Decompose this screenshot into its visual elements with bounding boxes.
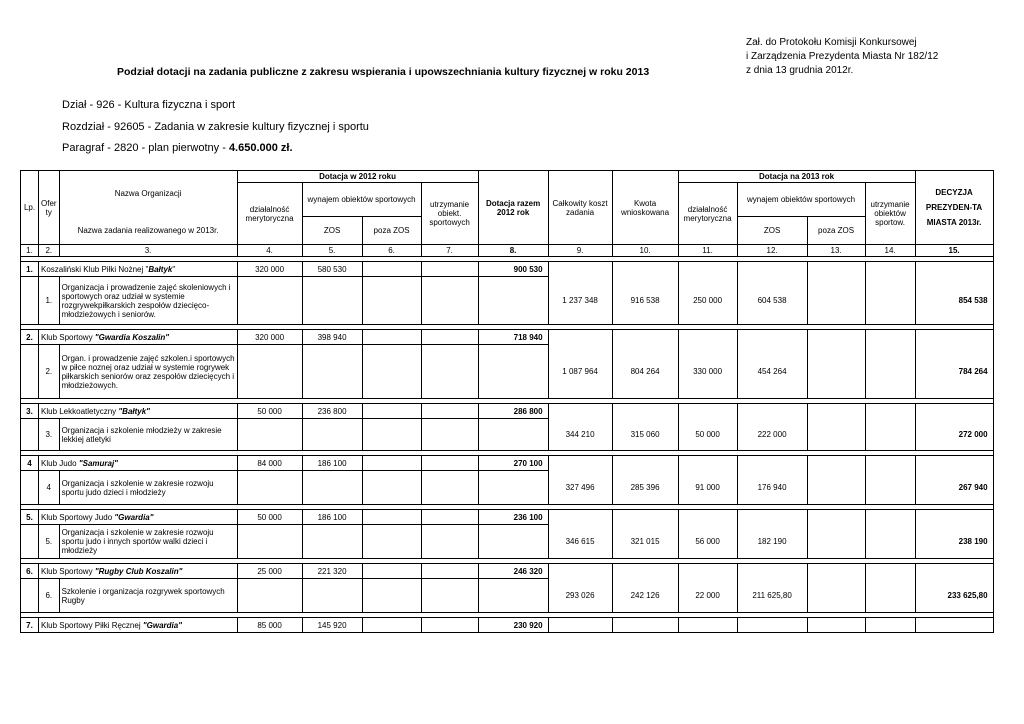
empty-cell <box>678 510 737 525</box>
utrzymanie-2013 <box>865 277 915 325</box>
zos-2012: 398 940 <box>302 330 362 345</box>
org-name: Koszaliński Klub Piłki Nożnej "Bałtyk" <box>39 262 238 277</box>
empty-cell <box>362 277 421 325</box>
dm-2012: 25 000 <box>237 564 302 579</box>
column-number: 1. <box>21 245 39 257</box>
empty-cell <box>915 262 993 277</box>
col-dotacja-razem: Dotacja razem 2012 rok <box>478 171 548 245</box>
empty-cell <box>302 471 362 505</box>
organization-row <box>21 510 994 525</box>
empty-cell <box>421 471 478 505</box>
requested-amount: 804 264 <box>612 345 678 399</box>
poza-zos-2012 <box>362 564 421 579</box>
col-dotacja-2012: Dotacja w 2012 roku <box>237 171 478 183</box>
org-name-highlight: "Rugby Club Koszalin" <box>94 566 183 576</box>
task-row <box>21 345 994 399</box>
empty-cell <box>478 525 548 559</box>
column-number: 2. <box>39 245 60 257</box>
poza-zos-2013 <box>807 345 865 399</box>
organization-row <box>21 564 994 579</box>
requested-amount: 315 060 <box>612 419 678 451</box>
task-offer-number: 5. <box>39 525 60 559</box>
empty-cell <box>362 345 421 399</box>
zos-2013: 182 190 <box>737 525 807 559</box>
organization-row <box>21 262 994 277</box>
col-poza-zos: poza ZOS <box>362 217 421 245</box>
column-number: 15. <box>915 245 993 257</box>
empty-cell <box>678 330 737 345</box>
poza-zos-2013 <box>807 419 865 451</box>
empty-cell <box>865 618 915 633</box>
task-lp <box>21 345 39 399</box>
poza-zos-2012 <box>362 262 421 277</box>
dm-2013: 91 000 <box>678 471 737 505</box>
empty-cell <box>421 525 478 559</box>
column-number: 7. <box>421 245 478 257</box>
org-lp: 1. <box>21 262 39 277</box>
empty-cell <box>678 618 737 633</box>
org-name: Klub Sportowy Piłki Ręcznej "Gwardia" <box>39 618 238 633</box>
org-lp: 5. <box>21 510 39 525</box>
org-name: Klub Sportowy "Rugby Club Koszalin" <box>39 564 238 579</box>
empty-cell <box>865 456 915 471</box>
column-number: 10. <box>612 245 678 257</box>
attachment-line-3: z dnia 13 grudnia 2012r. <box>746 65 854 76</box>
empty-cell <box>548 618 612 633</box>
dm-2012: 320 000 <box>237 330 302 345</box>
empty-cell <box>612 618 678 633</box>
poza-zos-2013 <box>807 525 865 559</box>
poza-zos-2012 <box>362 510 421 525</box>
task-name: Organizacja i szkolenie w zakresie rozwoju sportu judo i innych sportów walki dzieci i młodzieży <box>59 525 237 559</box>
utrzymanie-2012 <box>421 564 478 579</box>
col-calk-koszt: Całkowity koszt zadania <box>548 171 612 245</box>
zos-2012: 580 530 <box>302 262 362 277</box>
empty-cell <box>737 330 807 345</box>
utrzymanie-2012 <box>421 618 478 633</box>
task-offer-number: 2. <box>39 345 60 399</box>
utrzymanie-2012 <box>421 330 478 345</box>
empty-cell <box>678 564 737 579</box>
org-name: Klub Judo "Samuraj" <box>39 456 238 471</box>
task-offer-number: 1. <box>39 277 60 325</box>
paragraf-prefix: Paragraf - 2820 - plan pierwotny - <box>62 142 226 154</box>
empty-cell <box>678 456 737 471</box>
document-title: Podział dotacji na zadania publiczne z zakresu wspierania i upowszechniania kultury fizycznej w roku 2013 <box>117 66 650 78</box>
column-number: 12. <box>737 245 807 257</box>
org-name-highlight: "Gwardia" <box>142 620 182 630</box>
org-name-highlight: Bałtyk <box>148 264 173 274</box>
empty-cell <box>807 456 865 471</box>
column-number: 6. <box>362 245 421 257</box>
empty-cell <box>612 564 678 579</box>
empty-cell <box>865 404 915 419</box>
decision-amount: 784 264 <box>915 345 993 399</box>
empty-cell <box>807 510 865 525</box>
zos-2012: 221 320 <box>302 564 362 579</box>
empty-cell <box>612 404 678 419</box>
task-lp <box>21 419 39 451</box>
total-cost: 293 026 <box>548 579 612 613</box>
organization-row <box>21 330 994 345</box>
col-nazwa-zadania: Nazwa zadania realizowanego w 2013r. <box>59 217 237 245</box>
decision-amount: 238 190 <box>915 525 993 559</box>
organization-row <box>21 404 994 419</box>
empty-cell <box>548 330 612 345</box>
empty-cell <box>807 618 865 633</box>
org-lp: 3. <box>21 404 39 419</box>
org-name: Klub Sportowy "Gwardia Koszalin" <box>39 330 238 345</box>
empty-cell <box>612 510 678 525</box>
total-cost: 344 210 <box>548 419 612 451</box>
poza-zos-2012 <box>362 404 421 419</box>
empty-cell <box>478 277 548 325</box>
empty-cell <box>612 330 678 345</box>
empty-cell <box>237 345 302 399</box>
decision-amount: 267 940 <box>915 471 993 505</box>
empty-cell <box>737 262 807 277</box>
plan-amount: 4.650.000 zł. <box>228 142 293 154</box>
poza-zos-2013 <box>807 277 865 325</box>
col-zos: ZOS <box>302 217 362 245</box>
utrzymanie-2013 <box>865 419 915 451</box>
empty-cell <box>915 330 993 345</box>
task-offer-number: 3. <box>39 419 60 451</box>
col-oferty: Ofer ty <box>39 171 60 245</box>
empty-cell <box>302 277 362 325</box>
org-name-highlight: "Samuraj" <box>78 458 118 468</box>
column-number: 3. <box>59 245 237 257</box>
col-decyzja: DECYZJA PREZYDEN-TA MIASTA 2013r. <box>915 171 993 245</box>
col-poza-zos-2013: poza ZOS <box>807 217 865 245</box>
dm-2013: 22 000 <box>678 579 737 613</box>
col-kwota: Kwota wnioskowana <box>612 171 678 245</box>
zos-2012: 236 800 <box>302 404 362 419</box>
empty-cell <box>865 564 915 579</box>
poza-zos-2012 <box>362 618 421 633</box>
dotacja-razem-2012: 900 530 <box>478 262 548 277</box>
task-row <box>21 419 994 451</box>
total-cost: 327 496 <box>548 471 612 505</box>
dotacja-razem-2012: 230 920 <box>478 618 548 633</box>
poza-zos-2013 <box>807 471 865 505</box>
task-name: Organizacja i prowadzenie zajęć skoleniowych i sportowych oraz udział w systemie rozgrywekpiłkarskich zespołów dziecięco-młodzieżowych i seniorów. <box>59 277 237 325</box>
task-offer-number: 4 <box>39 471 60 505</box>
org-name-highlight: "Bałtyk" <box>118 406 150 416</box>
task-lp <box>21 471 39 505</box>
zos-2013: 176 940 <box>737 471 807 505</box>
column-numbers-row <box>21 245 994 257</box>
empty-cell <box>548 564 612 579</box>
zos-2012: 186 100 <box>302 456 362 471</box>
total-cost: 1 087 964 <box>548 345 612 399</box>
dm-2012: 85 000 <box>237 618 302 633</box>
col-dotacja-2013: Dotacja na 2013 rok <box>678 171 915 183</box>
organization-row <box>21 618 994 633</box>
task-row <box>21 525 994 559</box>
empty-cell <box>865 510 915 525</box>
poza-zos-2012 <box>362 330 421 345</box>
empty-cell <box>915 404 993 419</box>
empty-cell <box>807 404 865 419</box>
column-number: 14. <box>865 245 915 257</box>
utrzymanie-2013 <box>865 579 915 613</box>
column-number: 8. <box>478 245 548 257</box>
zos-2013: 604 538 <box>737 277 807 325</box>
org-lp: 4 <box>21 456 39 471</box>
empty-cell <box>421 419 478 451</box>
org-lp: 6. <box>21 564 39 579</box>
org-name-highlight: "Gwardia" <box>114 512 154 522</box>
dotacja-razem-2012: 286 800 <box>478 404 548 419</box>
col-nazwa-org: Nazwa Organizacji <box>59 171 237 217</box>
col-wynajem-2013: wynajem obiektów sportowych <box>737 183 865 217</box>
empty-cell <box>807 330 865 345</box>
zos-2012: 145 920 <box>302 618 362 633</box>
task-row <box>21 277 994 325</box>
empty-cell <box>737 510 807 525</box>
empty-cell <box>362 471 421 505</box>
dm-2012: 50 000 <box>237 510 302 525</box>
empty-cell <box>421 345 478 399</box>
zos-2012: 186 100 <box>302 510 362 525</box>
requested-amount: 321 015 <box>612 525 678 559</box>
decision-amount: 272 000 <box>915 419 993 451</box>
paragraf-line <box>62 142 293 154</box>
attachment-line-2: i Zarządzenia Prezydenta Miasta Nr 182/12 <box>746 51 939 62</box>
header-row-1 <box>21 171 994 183</box>
org-name-highlight: "Gwardia Koszalin" <box>94 332 170 342</box>
zos-2013: 211 625,80 <box>737 579 807 613</box>
empty-cell <box>237 419 302 451</box>
empty-cell <box>302 419 362 451</box>
total-cost: 346 615 <box>548 525 612 559</box>
empty-cell <box>548 510 612 525</box>
dotacja-razem-2012: 270 100 <box>478 456 548 471</box>
empty-cell <box>237 277 302 325</box>
dzial-line: Dział - 926 - Kultura fizyczna i sport <box>62 99 236 111</box>
dm-2012: 320 000 <box>237 262 302 277</box>
dm-2013: 250 000 <box>678 277 737 325</box>
empty-cell <box>362 419 421 451</box>
col-dzial-meryt-2013: działalność merytoryczna <box>678 183 737 245</box>
task-row <box>21 471 994 505</box>
column-number: 13. <box>807 245 865 257</box>
col-zos-2013: ZOS <box>737 217 807 245</box>
dm-2012: 84 000 <box>237 456 302 471</box>
task-name: Organ. i prowadzenie zajęć szkolen.i sportowych w piłce noznej oraz udział w systemie rogrywek piłkarskich seniorów oraz zespołów dziecięcych i młodzieżowych. <box>59 345 237 399</box>
task-name: Organizacja i szkolenie w zakresie rozwoju sportu judo dzieci i młodzieży <box>59 471 237 505</box>
empty-cell <box>737 456 807 471</box>
dm-2013: 330 000 <box>678 345 737 399</box>
org-name: Klub Sportowy Judo "Gwardia" <box>39 510 238 525</box>
dotacja-razem-2012: 236 100 <box>478 510 548 525</box>
empty-cell <box>915 456 993 471</box>
total-cost: 1 237 348 <box>548 277 612 325</box>
empty-cell <box>478 471 548 505</box>
column-number: 11. <box>678 245 737 257</box>
task-lp <box>21 579 39 613</box>
empty-cell <box>362 525 421 559</box>
dm-2013: 50 000 <box>678 419 737 451</box>
empty-cell <box>737 564 807 579</box>
attachment-line-1: Zał. do Protokołu Komisji Konkursowej <box>746 37 917 48</box>
subsidy-table <box>20 170 994 633</box>
empty-cell <box>915 510 993 525</box>
empty-cell <box>237 471 302 505</box>
task-lp <box>21 525 39 559</box>
column-number: 9. <box>548 245 612 257</box>
empty-cell <box>865 262 915 277</box>
decision-amount: 233 625,80 <box>915 579 993 613</box>
empty-cell <box>302 345 362 399</box>
dm-2012: 50 000 <box>237 404 302 419</box>
organization-row <box>21 456 994 471</box>
attachment-note <box>746 36 938 78</box>
empty-cell <box>478 419 548 451</box>
empty-cell <box>302 579 362 613</box>
col-utrzymanie-2013: utrzymanie obiektów sportow. <box>865 183 915 245</box>
empty-cell <box>612 262 678 277</box>
utrzymanie-2012 <box>421 510 478 525</box>
task-lp <box>21 277 39 325</box>
empty-cell <box>548 404 612 419</box>
col-utrzymanie: utrzymanie obiekt. sportowych <box>421 183 478 245</box>
org-lp: 7. <box>21 618 39 633</box>
rozdzial-line: Rozdział - 92605 - Zadania w zakresie kultury fizycznej i sportu <box>62 121 369 133</box>
empty-cell <box>362 579 421 613</box>
empty-cell <box>548 456 612 471</box>
empty-cell <box>302 525 362 559</box>
poza-zos-2013 <box>807 579 865 613</box>
utrzymanie-2012 <box>421 262 478 277</box>
poza-zos-2012 <box>362 456 421 471</box>
empty-cell <box>237 579 302 613</box>
column-number: 5. <box>302 245 362 257</box>
task-name: Organizacja i szkolenie młodzieży w zakresie lekkiej atletyki <box>59 419 237 451</box>
empty-cell <box>421 277 478 325</box>
empty-cell <box>237 525 302 559</box>
requested-amount: 242 126 <box>612 579 678 613</box>
col-dzial-meryt: działalność merytoryczna <box>237 183 302 245</box>
task-offer-number: 6. <box>39 579 60 613</box>
dotacja-razem-2012: 718 940 <box>478 330 548 345</box>
empty-cell <box>421 579 478 613</box>
empty-cell <box>915 618 993 633</box>
empty-cell <box>478 579 548 613</box>
decision-amount: 854 538 <box>915 277 993 325</box>
col-wynajem: wynajem obiektów sportowych <box>302 183 421 217</box>
empty-cell <box>915 564 993 579</box>
empty-cell <box>737 618 807 633</box>
column-number: 4. <box>237 245 302 257</box>
empty-cell <box>478 345 548 399</box>
dm-2013: 56 000 <box>678 525 737 559</box>
zos-2013: 222 000 <box>737 419 807 451</box>
utrzymanie-2013 <box>865 471 915 505</box>
empty-cell <box>548 262 612 277</box>
utrzymanie-2013 <box>865 345 915 399</box>
utrzymanie-2012 <box>421 404 478 419</box>
utrzymanie-2013 <box>865 525 915 559</box>
empty-cell <box>678 262 737 277</box>
task-row <box>21 579 994 613</box>
col-lp: Lp. <box>21 171 39 245</box>
org-lp: 2. <box>21 330 39 345</box>
empty-cell <box>678 404 737 419</box>
empty-cell <box>865 330 915 345</box>
empty-cell <box>807 564 865 579</box>
utrzymanie-2012 <box>421 456 478 471</box>
empty-cell <box>807 262 865 277</box>
empty-cell <box>612 456 678 471</box>
requested-amount: 285 396 <box>612 471 678 505</box>
zos-2013: 454 264 <box>737 345 807 399</box>
requested-amount: 916 538 <box>612 277 678 325</box>
dotacja-razem-2012: 246 320 <box>478 564 548 579</box>
org-name: Klub Lekkoatletyczny "Bałtyk" <box>39 404 238 419</box>
empty-cell <box>737 404 807 419</box>
task-name: Szkolenie i organizacja rozgrywek sportowych Rugby <box>59 579 237 613</box>
